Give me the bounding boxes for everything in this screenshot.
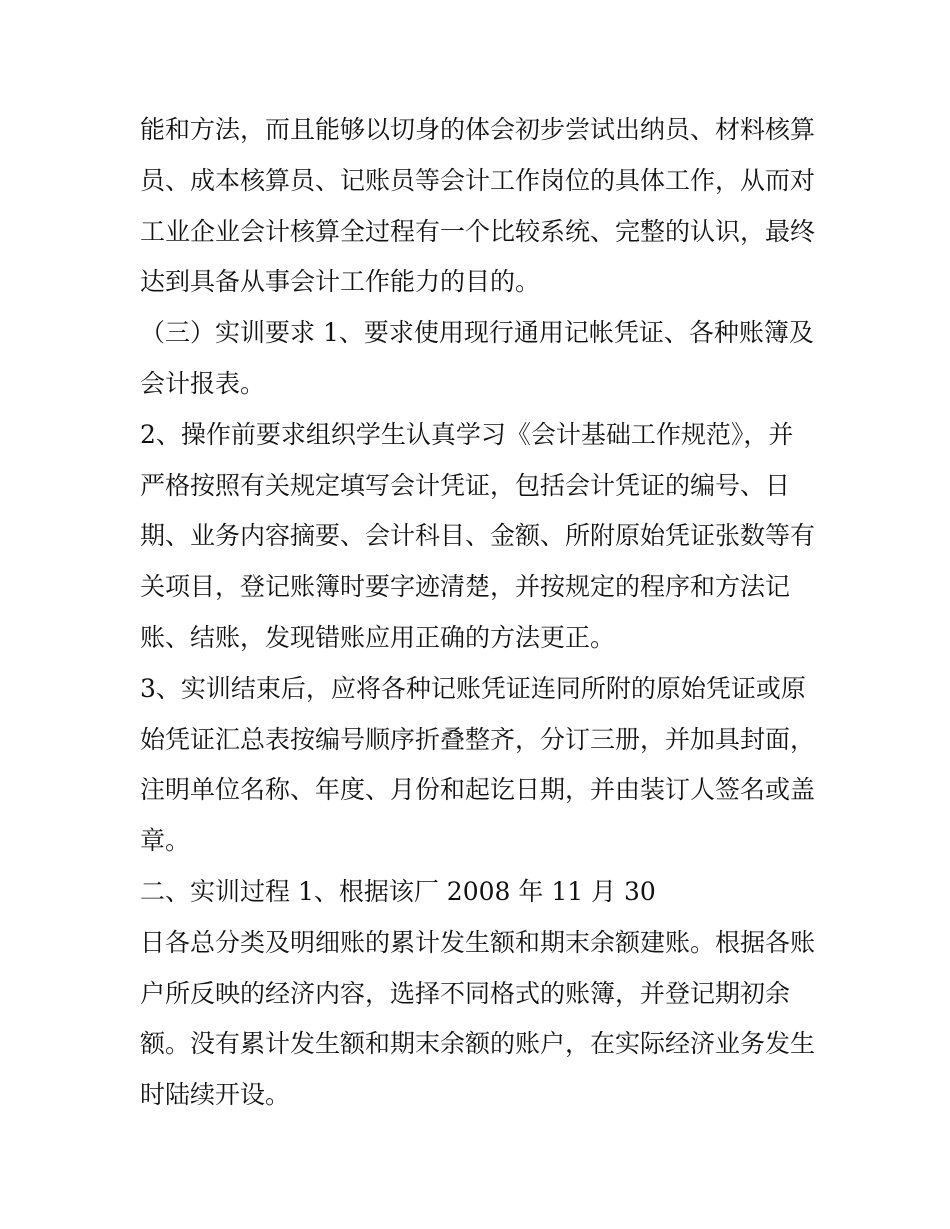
text-line: 能和方法，而且能够以切身的体会初步尝试出纳员、材料核算 [140, 115, 816, 144]
document-body [140, 105, 820, 1121]
text-line: 日各总分类及明细账的累计发生额和期末余额建账。根据各账 [140, 927, 816, 957]
text-line: 时陆续开设。 [140, 1080, 291, 1110]
text-line: 注明单位名称、年度、月份和起讫日期，并由装订人签名或盖 [140, 775, 816, 805]
section-heading-line: 二、实训过程 1、根据该厂 2008 年 11 月 30 [140, 876, 656, 906]
text-line: 始凭证汇总表按编号顺序折叠整齐，分订三册，并加具封面， [140, 724, 816, 754]
text-line: 达到具备从事会计工作能力的目的。 [140, 267, 541, 297]
text-line: 额。没有累计发生额和期末余额的账户，在实际经济业务发生 [140, 1029, 816, 1059]
text-line: 2、操作前要求组织学生认真学习《会计基础工作规范》，并 [140, 419, 794, 449]
text-line: 户所反映的经济内容，选择不同格式的账簿，并登记期初余 [140, 978, 791, 1008]
section-heading-line: （三）实训要求 1、要求使用现行通用记帐凭证、各种账簿及 [140, 318, 814, 348]
text-line: 关项目，登记账簿时要字迹清楚，并按规定的程序和方法记 [140, 572, 791, 602]
text-line: 严格按照有关规定填写会计凭证，包括会计凭证的编号、日 [140, 470, 791, 500]
text-line: 章。 [140, 826, 191, 856]
text-line: 期、业务内容摘要、会计科目、金额、所附原始凭证张数等有 [140, 521, 816, 551]
text-line: 会计报表。 [140, 368, 266, 398]
text-line: 3、实训结束后，应将各种记账凭证连同所附的原始凭证或原 [140, 673, 806, 703]
text-line: 工业企业会计核算全过程有一个比较系统、完整的认识，最终 [140, 216, 816, 246]
text-line: 员、成本核算员、记账员等会计工作岗位的具体工作，从而对 [140, 165, 816, 195]
text-line: 账、结账，发现错账应用正确的方法更正。 [140, 622, 616, 652]
